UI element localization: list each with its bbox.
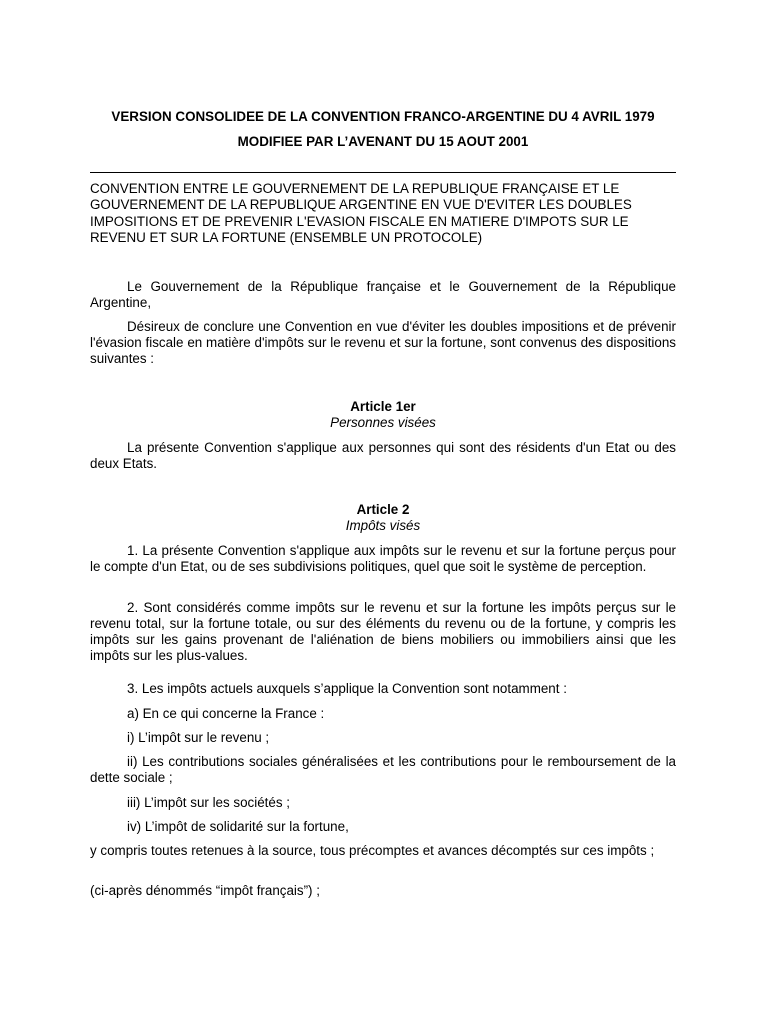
document-title-line-1: VERSION CONSOLIDEE DE LA CONVENTION FRANCO-ARGENTINE DU 4 AVRIL 1979	[111, 109, 655, 124]
article-2-paragraph-3a: a) En ce qui concerne la France :	[127, 706, 325, 721]
article-1-title: Article 1er	[350, 399, 416, 414]
article-2-hereinafter-clause: (ci-après dénommés “impôt français”) ;	[90, 883, 320, 898]
preamble-paragraph-2: Désireux de conclure une Convention en vue d'éviter les doubles impositions et de prévenir l'évasion fiscale en matière d'impôts sur le revenu et sur la fortune, sont convenus des dispositions suivantes :	[90, 319, 676, 366]
article-2-title: Article 2	[356, 502, 410, 517]
article-2-item-ii: ii) Les contributions sociales généralisées et les contributions pour le remboursement de la dette sociale ;	[90, 754, 676, 785]
article-2-paragraph-2: 2. Sont considérés comme impôts sur le revenu et sur la fortune les impôts perçus sur le revenu total, sur la fortune totale, ou sur des éléments du revenu ou de la fortune, y compris les impôts sur les gains provenant de l'aliénation de biens mobiliers ou immobiliers ainsi que les impôts sur les plus-values.	[90, 600, 676, 663]
article-2-paragraph-1: 1. La présente Convention s'applique aux impôts sur le revenu et sur la fortune perçus pour le compte d'un Etat, ou de ses subdivisions politiques, quel que soit le système de perception.	[90, 543, 676, 574]
article-1-text: La présente Convention s'applique aux personnes qui sont des résidents d'un Etat ou des deux Etats.	[90, 440, 676, 471]
article-2-item-i: i) L’impôt sur le revenu ;	[127, 730, 270, 745]
article-2-item-iv: iv) L’impôt de solidarité sur la fortune,	[127, 819, 349, 834]
document-title-line-2: MODIFIEE PAR L’AVENANT DU 15 AOUT 2001	[237, 134, 529, 149]
convention-heading: CONVENTION ENTRE LE GOUVERNEMENT DE LA REPUBLIQUE FRANÇAISE ET LE GOUVERNEMENT DE LA REPUBLIQUE ARGENTINE EN VUE D'EVITER LES DOUBLES IMPOSITIONS ET DE PREVENIR L'EVASION FISCALE EN MATIERE D'IMPOTS SUR LE REVENU ET SUR LA FORTUNE (ENSEMBLE UN PROTOCOLE)	[90, 181, 632, 246]
article-2-item-iii: iii) L’impôt sur les sociétés ;	[127, 795, 290, 810]
article-2-paragraph-3: 3. Les impôts actuels auxquels s’applique la Convention sont notamment :	[127, 681, 567, 696]
title-divider	[90, 172, 676, 173]
article-1-subtitle: Personnes visées	[330, 415, 436, 430]
article-2-subtitle: Impôts visés	[345, 518, 421, 533]
article-2-including-clause: y compris toutes retenues à la source, tous précomptes et avances décomptés sur ces impôts ;	[90, 843, 655, 858]
preamble-paragraph-1: Le Gouvernement de la République française et le Gouvernement de la République Argentine,	[90, 279, 676, 310]
